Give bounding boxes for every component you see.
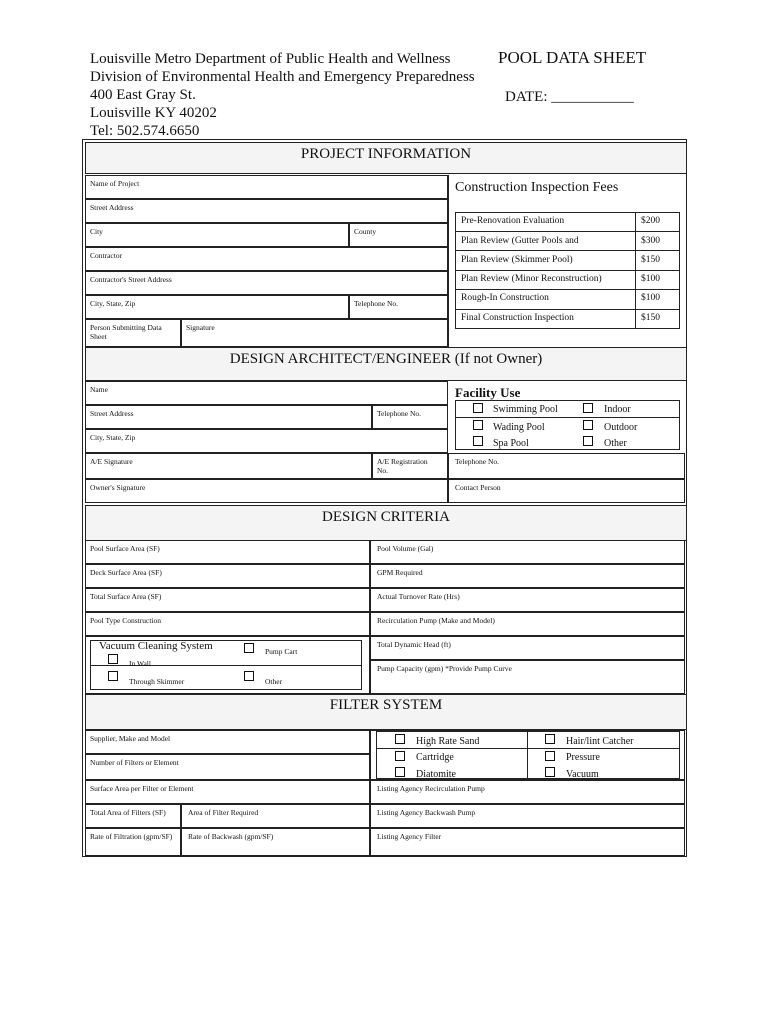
label-turnover: Actual Turnover Rate (Hrs): [377, 592, 460, 601]
checkbox-in-wall[interactable]: [108, 654, 118, 664]
label-backwash-rate: Rate of Backwash (gpm/SF): [188, 832, 274, 841]
backwash-rate-field[interactable]: [181, 828, 370, 856]
fee-item: Plan Review (Skimmer Pool): [461, 255, 573, 265]
label-number-filters: Number of Filters or Element: [90, 758, 179, 767]
label-telephone: Telephone No.: [377, 409, 422, 418]
agency-filter-field[interactable]: [370, 828, 685, 856]
recirc-pump-field[interactable]: [370, 612, 685, 636]
fee-price: $150: [641, 313, 660, 323]
pool-volume-field[interactable]: [370, 540, 685, 564]
label-contact-person: Contact Person: [455, 483, 501, 492]
fees-row-line: [455, 309, 680, 310]
fees-row-line: [455, 250, 680, 251]
option-pressure: Pressure: [566, 752, 600, 763]
checkbox-vacuum[interactable]: [545, 767, 555, 777]
total-filter-area-field[interactable]: [85, 804, 181, 828]
date-field[interactable]: DATE: ___________: [505, 89, 634, 105]
label-agency-backwash: Listing Agency Backwash Pump: [377, 808, 476, 817]
checkbox-pressure[interactable]: [545, 751, 555, 761]
checkbox-through-skimmer[interactable]: [108, 671, 118, 681]
label-county: County: [354, 227, 377, 236]
architect-name-field[interactable]: [85, 381, 448, 405]
checkbox-spa-pool[interactable]: [473, 436, 483, 446]
fee-price: $150: [641, 255, 660, 265]
label-pool-area: Pool Surface Area (SF): [90, 544, 160, 553]
area-required-field[interactable]: [181, 804, 370, 828]
fee-item: Pre-Renovation Evaluation: [461, 216, 565, 226]
label-agency-filter: Listing Agency Filter: [377, 832, 442, 841]
label-tdh: Total Dynamic Head (ft): [377, 640, 451, 649]
pool-area-field[interactable]: [85, 540, 370, 564]
fees-row-line: [455, 289, 680, 290]
label-name: Name: [90, 385, 108, 394]
fees-row-line: [455, 270, 680, 271]
option-pump-cart: Pump Cart: [265, 647, 298, 656]
architect-street-field[interactable]: [85, 405, 372, 429]
fee-price: $300: [641, 236, 660, 246]
label-gpm: GPM Required: [377, 568, 423, 577]
org-tel: Tel: 502.574.6650: [90, 123, 200, 139]
label-owner-signature: Owner's Signature: [90, 483, 146, 492]
label-supplier: Supplier, Make and Model: [90, 734, 171, 743]
label-city: City: [90, 227, 103, 236]
label-street: Street Address: [90, 409, 134, 418]
agency-recirc-field[interactable]: [370, 780, 685, 804]
facility-use-heading: Facility Use: [455, 385, 521, 400]
checkbox-wading-pool[interactable]: [473, 420, 483, 430]
surface-area-field[interactable]: [85, 780, 370, 804]
label-ae-registration: A/E Registration No.: [377, 457, 428, 475]
section-design-criteria: DESIGN CRITERIA: [85, 505, 687, 541]
option-spa-pool: Spa Pool: [493, 438, 529, 449]
label-city-state-zip: City, State, Zip: [90, 433, 136, 442]
section-project-information: PROJECT INFORMATION: [85, 142, 687, 174]
project-county-field[interactable]: [349, 223, 448, 247]
submitter-field[interactable]: [85, 319, 181, 347]
option-high-rate-sand: High Rate Sand: [416, 736, 480, 747]
option-in-wall: In Wall: [129, 659, 151, 668]
label-ae-signature: A/E Signature: [90, 457, 133, 466]
label-deck-area: Deck Surface Area (SF): [90, 568, 162, 577]
fee-price: $100: [641, 274, 660, 284]
checkbox-cartridge[interactable]: [395, 751, 405, 761]
fee-price: $200: [641, 216, 660, 226]
ae-signature-field[interactable]: [85, 453, 372, 479]
label-filtration-rate: Rate of Filtration (gpm/SF): [90, 832, 173, 841]
fees-heading: Construction Inspection Fees: [455, 180, 619, 195]
option-through-skimmer: Through Skimmer: [129, 677, 185, 686]
option-indoor: Indoor: [604, 404, 631, 415]
checkbox-indoor[interactable]: [583, 403, 593, 413]
project-street-field[interactable]: [85, 199, 448, 223]
checkbox-outdoor[interactable]: [583, 420, 593, 430]
turnover-field[interactable]: [370, 588, 685, 612]
label-agency-recirc: Listing Agency Recirculation Pump: [377, 784, 485, 793]
label-city-state-zip: City, State, Zip: [90, 299, 136, 308]
option-outdoor: Outdoor: [604, 422, 638, 433]
label-contractor: Contractor: [90, 251, 123, 260]
contractor-telephone-field[interactable]: [349, 295, 448, 319]
option-cartridge: Cartridge: [416, 752, 454, 763]
checkbox-pump-cart[interactable]: [244, 643, 254, 653]
ae-registration-field[interactable]: [372, 453, 448, 479]
construction-field[interactable]: [85, 612, 370, 636]
checkbox-vacuum-other[interactable]: [244, 671, 254, 681]
option-vacuum-other: Other: [265, 677, 283, 686]
contractor-city-field[interactable]: [85, 295, 349, 319]
signature-field[interactable]: [181, 319, 448, 347]
project-name-field[interactable]: [85, 175, 448, 199]
owner-signature-field[interactable]: [85, 479, 448, 503]
label-pool-volume: Pool Volume (Gal): [377, 544, 434, 553]
section-design-architect: DESIGN ARCHITECT/ENGINEER (If not Owner): [85, 347, 687, 381]
gpm-field[interactable]: [370, 564, 685, 588]
fee-item: Rough-In Construction: [461, 293, 549, 303]
org-line-1: Louisville Metro Department of Public Health and Wellness: [90, 51, 451, 67]
filter-types-divider: [527, 731, 528, 779]
option-wading-pool: Wading Pool: [493, 422, 545, 433]
label-telephone: Telephone No.: [354, 299, 399, 308]
option-hair-lint-catcher: Hair/lint Catcher: [566, 736, 634, 747]
page-title: POOL DATA SHEET: [498, 48, 647, 67]
agency-backwash-field[interactable]: [370, 804, 685, 828]
architect-telephone-field[interactable]: [372, 405, 448, 429]
label-total-area: Total Surface Area (SF): [90, 592, 162, 601]
tdh-field[interactable]: [370, 636, 685, 660]
label-construction: Pool Type Construction: [90, 616, 162, 625]
option-vacuum: Vacuum: [566, 769, 599, 780]
fee-price: $100: [641, 293, 660, 303]
label-contractor-street: Contractor's Street Address: [90, 275, 172, 284]
option-swimming-pool: Swimming Pool: [493, 404, 558, 415]
option-diatomite: Diatomite: [416, 769, 456, 780]
facility-use-box: [455, 400, 680, 450]
checkbox-diatomite[interactable]: [395, 767, 405, 777]
fees-row-line: [455, 231, 680, 232]
fee-item: Plan Review (Gutter Pools and: [461, 236, 579, 246]
contact-person-field[interactable]: [448, 479, 685, 503]
label-submitter: Person Submitting Data Sheet: [90, 323, 162, 341]
checkbox-high-rate-sand[interactable]: [395, 734, 405, 744]
label-signature: Signature: [186, 323, 215, 332]
fee-item: Final Construction Inspection: [461, 313, 574, 323]
org-line-2: Division of Environmental Health and Emergency Preparedness: [90, 69, 475, 85]
deck-area-field[interactable]: [85, 564, 370, 588]
contractor-street-field[interactable]: [85, 271, 448, 295]
project-city-field[interactable]: [85, 223, 349, 247]
checkbox-other[interactable]: [583, 436, 593, 446]
architect-city-field[interactable]: [85, 429, 448, 453]
checkbox-hair-lint-catcher[interactable]: [545, 734, 555, 744]
pump-capacity-field[interactable]: [370, 660, 685, 694]
number-filters-field[interactable]: [85, 754, 370, 780]
owner-telephone-field[interactable]: [448, 453, 685, 479]
facility-row-line: [455, 417, 680, 418]
total-area-field[interactable]: [85, 588, 370, 612]
label-recirc-pump: Recirculation Pump (Make and Model): [377, 616, 495, 625]
org-address: 400 East Gray St.: [90, 87, 196, 103]
checkbox-swimming-pool[interactable]: [473, 403, 483, 413]
label-project-name: Name of Project: [90, 179, 140, 188]
option-other: Other: [604, 438, 627, 449]
label-area-required: Area of Filter Required: [188, 808, 259, 817]
filtration-rate-field[interactable]: [85, 828, 181, 856]
label-surface-area: Surface Area per Filter or Element: [90, 784, 194, 793]
label-telephone: Telephone No.: [455, 457, 500, 466]
org-city: Louisville KY 40202: [90, 105, 217, 121]
section-filter-system: FILTER SYSTEM: [85, 694, 687, 730]
label-total-filter-area: Total Area of Filters (SF): [90, 808, 166, 817]
supplier-field[interactable]: [85, 730, 370, 754]
label-pump-capacity: Pump Capacity (gpm) *Provide Pump Curve: [377, 664, 512, 673]
vacuum-heading: Vacuum Cleaning System: [99, 640, 213, 652]
filter-types-row-line: [376, 748, 680, 749]
fee-item: Plan Review (Minor Reconstruction): [461, 274, 602, 284]
contractor-field[interactable]: [85, 247, 448, 271]
label-street: Street Address: [90, 203, 134, 212]
